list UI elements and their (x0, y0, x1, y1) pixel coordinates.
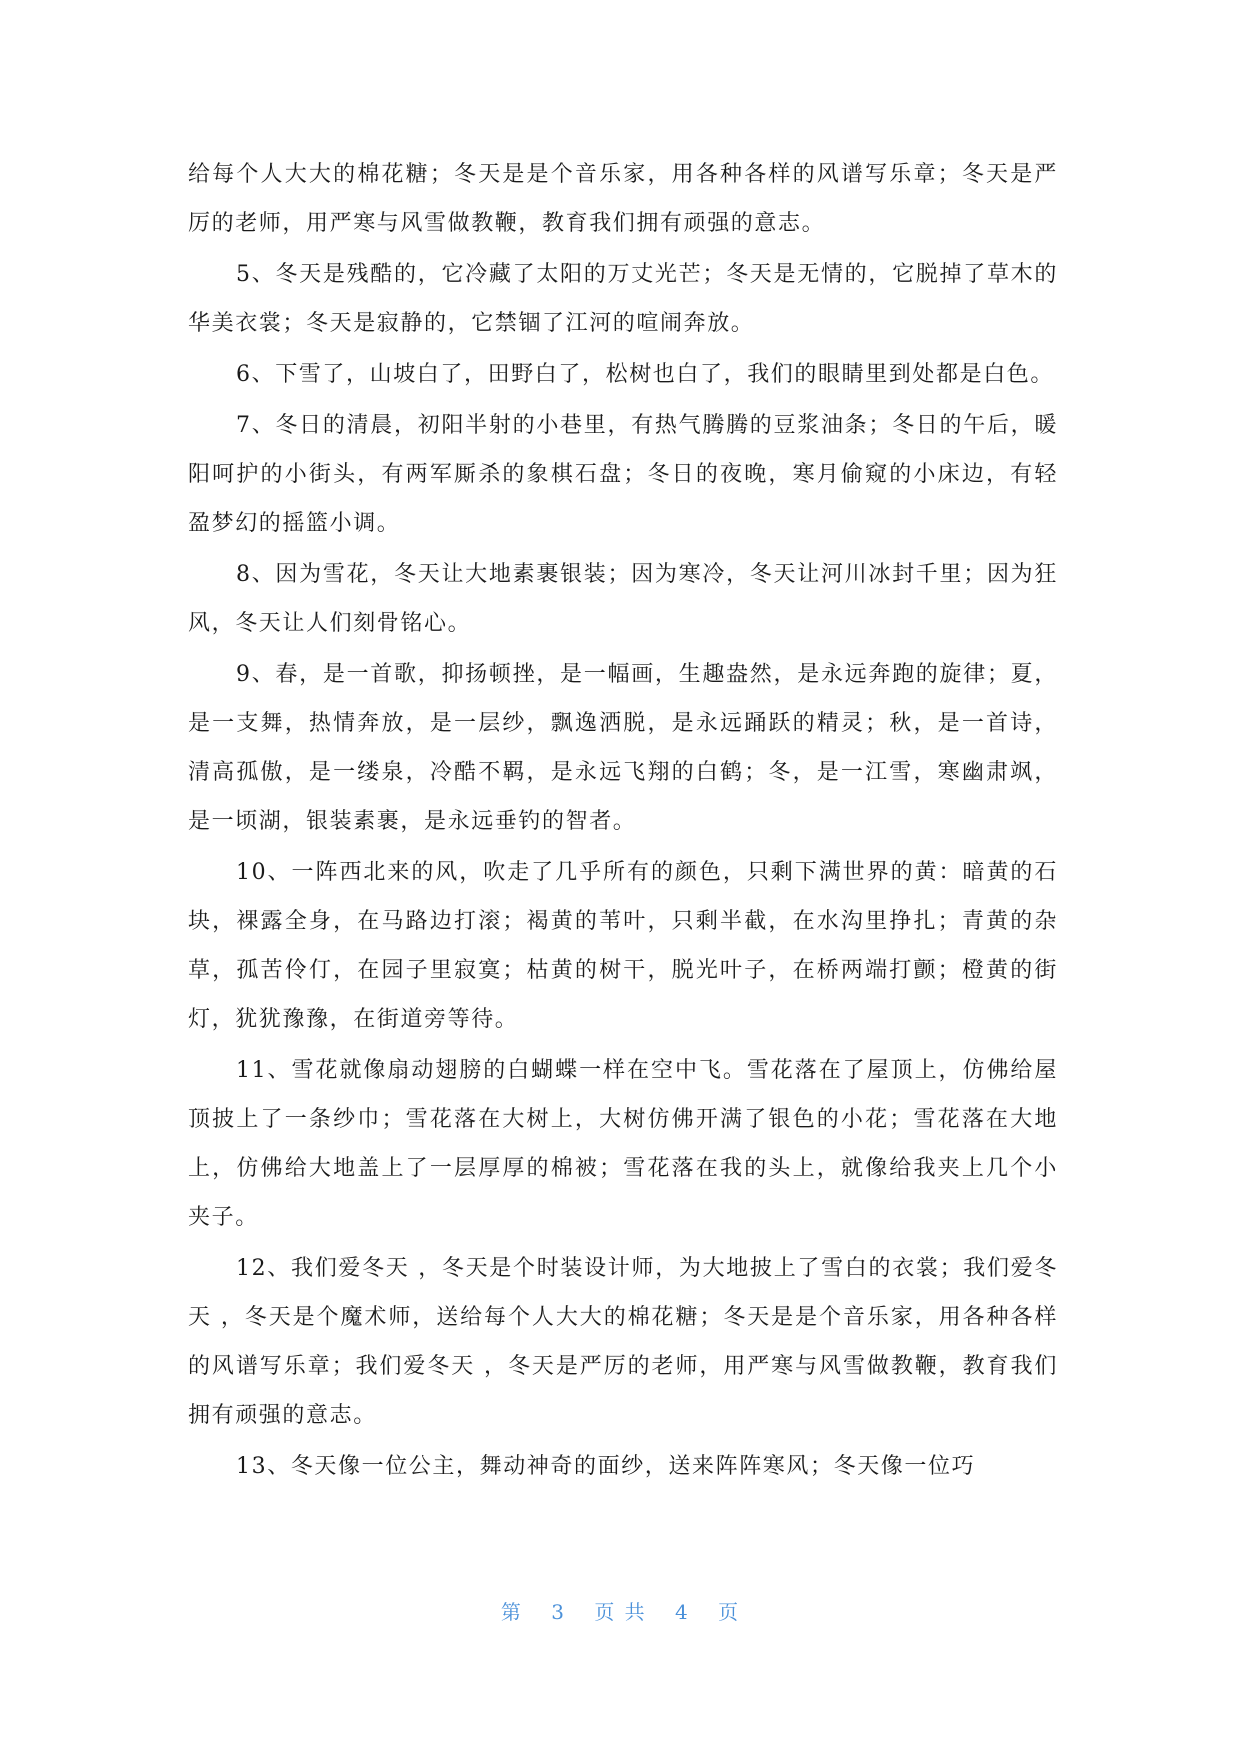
paragraph-item-7: 7、冬日的清晨，初阳半射的小巷里，有热气腾腾的豆浆油条；冬日的午后，暖阳呵护的小街头，有两军厮杀的象棋石盘；冬日的夜晚，寒月偷窥的小床边，有轻盈梦幻的摇篮小调。 (188, 413, 1058, 536)
paragraph-item-6: 6、下雪了，山坡白了，田野白了，松树也白了，我们的眼睛里到处都是白色。 (236, 362, 1054, 387)
paragraph-item-8: 8、因为雪花，冬天让大地素裹银装；因为寒冷，冬天让河川冰封千里；因为狂风，冬天让人们刻骨铭心。 (188, 562, 1058, 636)
paragraph-item-11: 11、雪花就像扇动翅膀的白蝴蝶一样在空中飞。雪花落在了屋顶上，仿佛给屋顶披上了一条纱巾；雪花落在大树上，大树仿佛开满了银色的小花；雪花落在大地上，仿佛给大地盖上了一层厚厚的棉被；雪花落在我的头上，就像给我夹上几个小夹子。 (188, 1058, 1058, 1230)
footer-word-end: 页 (718, 1600, 741, 1624)
footer-total-pages: 4 (675, 1600, 690, 1624)
footer-word-total: 页 共 (594, 1600, 647, 1624)
paragraph-continuation: 给每个人大大的棉花糖；冬天是是个音乐家，用各种各样的风谱写乐章；冬天是严厉的老师，用严寒与风雪做教鞭，教育我们拥有顽强的意志。 (188, 162, 1058, 236)
paragraph-item-5: 5、冬天是残酷的，它冷藏了太阳的万丈光芒；冬天是无情的，它脱掉了草木的华美衣裳；冬天是寂静的，它禁锢了江河的喧闹奔放。 (188, 262, 1058, 336)
paragraph-item-13: 13、冬天像一位公主，舞动神奇的面纱，送来阵阵寒风；冬天像一位巧 (236, 1454, 976, 1479)
footer-word-page: 第 (500, 1600, 523, 1624)
document-body (188, 150, 1058, 1493)
paragraph-item-10: 10、一阵西北来的风，吹走了几乎所有的颜色，只剩下满世界的黄：暗黄的石块，裸露全身，在马路边打滚；褐黄的苇叶，只剩半截，在水沟里挣扎；青黄的杂草，孤苦伶仃，在园子里寂寞；枯黄的树干，脱光叶子，在桥两端打颤；橙黄的街灯，犹犹豫豫，在街道旁等待。 (188, 860, 1058, 1032)
paragraph-item-12: 12、我们爱冬天 ，冬天是个时装设计师，为大地披上了雪白的衣裳；我们爱冬天 ，冬天是个魔术师，送给每个人大大的棉花糖；冬天是是个音乐家，用各种各样的风谱写乐章；我们爱冬天 ，冬天是严厉的老师，用严寒与风雪做教鞭，教育我们拥有顽强的意志。 (188, 1256, 1058, 1428)
footer-current-page: 3 (551, 1600, 566, 1624)
paragraph-item-9: 9、春，是一首歌，抑扬顿挫，是一幅画，生趣盎然，是永远奔跑的旋律；夏，是一支舞，热情奔放，是一层纱，飘逸洒脱，是永远踊跃的精灵；秋，是一首诗，清高孤傲，是一缕泉，冷酷不羁，是永远飞翔的白鹤；冬，是一江雪，寒幽肃飒，是一顷湖，银装素裹，是永远垂钓的智者。 (188, 662, 1058, 834)
page-footer (0, 1596, 1241, 1625)
